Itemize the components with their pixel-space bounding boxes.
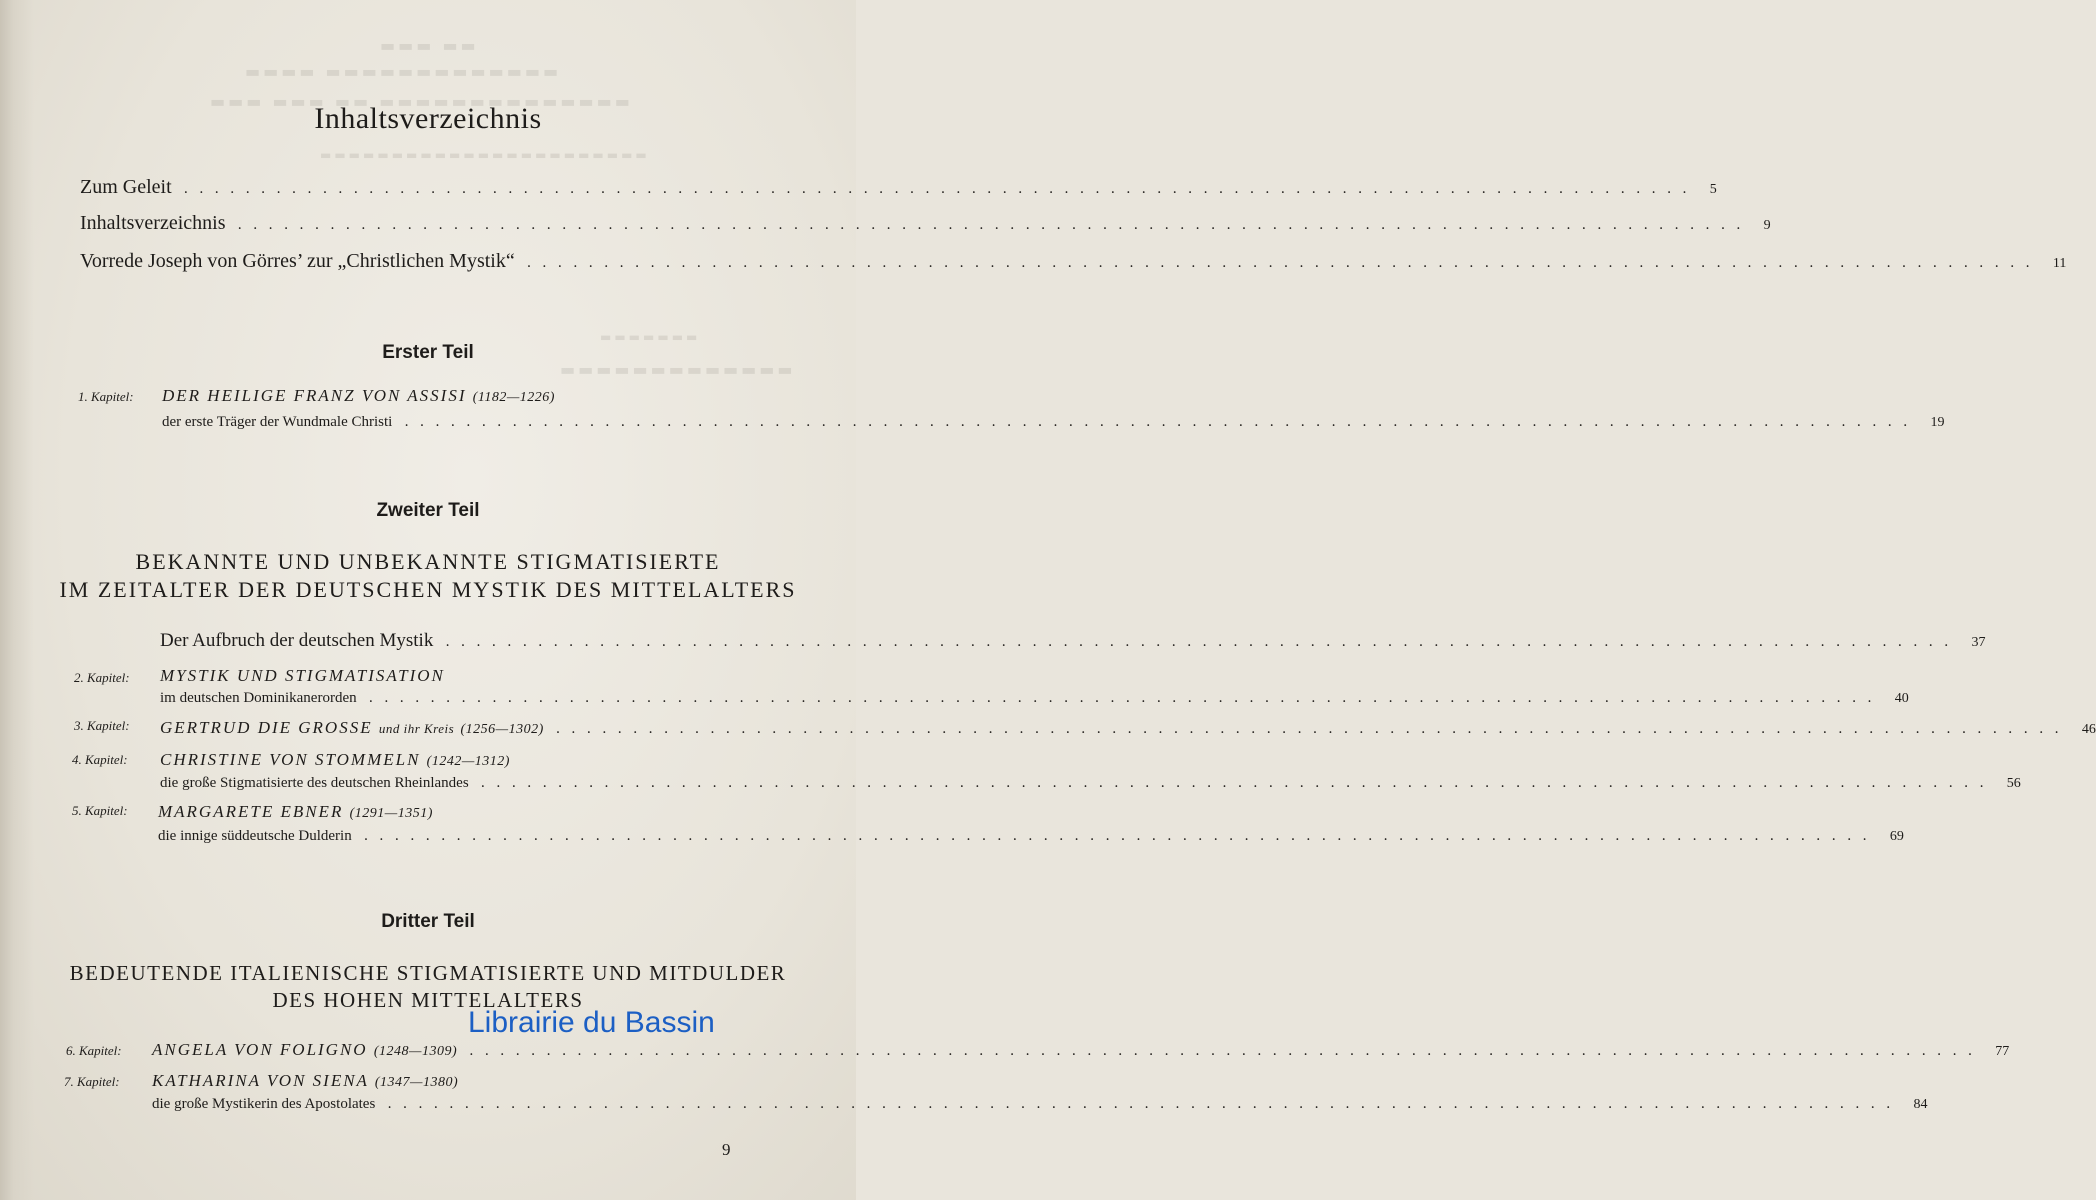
part-subtitle: BEKANNTE UND UNBEKANNTE STIGMATISIERTE xyxy=(135,549,721,574)
toc-entry xyxy=(160,775,2021,792)
chapter-label: 6. Kapitel: xyxy=(66,1043,122,1058)
toc-page-number: 19 xyxy=(1930,415,1945,430)
chapter-title xyxy=(158,802,433,822)
show-through-decoration: ▬▬▬▬ ▬▬▬▬▬▬▬▬▬▬▬▬▬ xyxy=(245,62,562,81)
toc-entry xyxy=(160,630,1986,652)
chapter-label: 3. Kapitel: xyxy=(74,718,130,733)
part-subtitle: DES HOHEN MITTELALTERS xyxy=(272,988,584,1012)
page-number: 9 xyxy=(722,1140,731,1159)
chapter-label: 5. Kapitel: xyxy=(72,803,128,818)
toc-entry-label: Vorrede Joseph von Görres’ zur „Christlichen Mystik“ xyxy=(80,250,515,272)
chapter-title-text: GERTRUD DIE GROSSE xyxy=(160,718,373,737)
leader-dots: .................................................................................................. xyxy=(480,775,1995,791)
toc-entry xyxy=(160,690,1909,707)
chapter-dates: (1242—1312) xyxy=(426,754,510,769)
leader-dots: .................................................................................................. xyxy=(526,255,2041,271)
toc-entry-label: Inhaltsverzeichnis xyxy=(80,212,226,234)
chapter-subtitle: die große Stigmatisierte des deutschen Rheinlandes xyxy=(160,775,469,791)
chapter-title-extra: und ihr Kreis xyxy=(378,721,455,736)
toc-entry xyxy=(152,1096,1928,1113)
chapter-title-text: MARGARETE EBNER xyxy=(158,802,344,821)
leader-dots: .................................................................................................. xyxy=(183,181,1698,197)
toc-page-number: 46 xyxy=(2081,722,2096,737)
show-through-decoration: ▬▬▬▬▬▬▬▬▬▬▬▬▬ xyxy=(560,360,796,379)
chapter-title xyxy=(152,1071,458,1091)
leader-dots: .................................................................................................. xyxy=(469,1043,1984,1059)
show-through-decoration: ▬▬▬ ▬▬ xyxy=(380,36,479,55)
leader-dots: .................................................................................................. xyxy=(368,690,1883,706)
leader-dots: .................................................................................................. xyxy=(237,217,1752,233)
toc-page-number: 11 xyxy=(2052,256,2067,271)
toc-entry-label: Der Aufbruch der deutschen Mystik xyxy=(160,630,434,651)
toc-entry xyxy=(80,250,2067,273)
part-heading: Erster Teil xyxy=(382,342,474,363)
chapter-dates: (1182—1226) xyxy=(472,390,555,405)
leader-dots: .................................................................................................. xyxy=(363,828,1878,844)
chapter-title-text: DER HEILIGE FRANZ VON ASSISI xyxy=(162,386,467,405)
chapter-label: 4. Kapitel: xyxy=(72,752,128,767)
part-heading: Dritter Teil xyxy=(381,911,475,932)
chapter-title-text: ANGELA VON FOLIGNO xyxy=(152,1040,368,1059)
leader-dots: .................................................................................................. xyxy=(445,634,1960,650)
show-through-decoration: ▬▬▬▬▬▬▬ xyxy=(600,330,701,344)
part-subtitle: IM ZEITALTER DER DEUTSCHEN MYSTIK DES MITTELALTERS xyxy=(59,577,797,602)
toc-page-number: 9 xyxy=(1763,218,1771,233)
part-heading: Zweiter Teil xyxy=(376,500,480,521)
watermark-text: Librairie du Bassin xyxy=(468,1006,715,1039)
toc-page-number: 5 xyxy=(1709,182,1717,197)
toc-entry xyxy=(80,176,1717,199)
toc-entry xyxy=(162,414,1945,431)
toc-entry xyxy=(158,828,1904,845)
part-subtitle: BEDEUTENDE ITALIENISCHE STIGMATISIERTE UND MITDULDER xyxy=(69,961,787,985)
chapter-title-text: KATHARINA VON SIENA xyxy=(152,1071,369,1090)
chapter-dates: (1256—1302) xyxy=(460,722,544,737)
show-through-decoration: ▬▬▬ ▬▬▬ ▬▬ ▬▬▬▬▬▬▬▬▬▬▬▬▬▬ xyxy=(210,92,633,111)
chapter-label: 2. Kapitel: xyxy=(74,670,130,685)
toc-page-number: 84 xyxy=(1913,1097,1928,1112)
chapter-title xyxy=(162,386,555,406)
chapter-label: 7. Kapitel: xyxy=(64,1074,120,1089)
leader-dots: .................................................................................................. xyxy=(404,414,1919,430)
show-through-decoration: ▬▬▬▬▬▬▬▬▬▬▬▬▬▬▬▬▬▬▬▬▬▬▬ xyxy=(320,148,650,162)
page-title: Inhaltsverzeichnis xyxy=(314,102,542,136)
leader-dots: .................................................................................................. xyxy=(387,1096,1902,1112)
leader-dots: .................................................................................................. xyxy=(555,721,2070,737)
chapter-title-text: CHRISTINE VON STOMMELN xyxy=(160,750,421,769)
toc-entry xyxy=(160,718,2096,738)
toc-entry-label: Zum Geleit xyxy=(80,176,172,198)
chapter-title xyxy=(160,666,445,686)
toc-page-number: 40 xyxy=(1894,691,1909,706)
chapter-subtitle: die innige süddeutsche Dulderin xyxy=(158,828,352,844)
chapter-label: 1. Kapitel: xyxy=(78,389,134,404)
toc-page-number: 37 xyxy=(1971,635,1986,650)
chapter-subtitle: der erste Träger der Wundmale Christi xyxy=(162,414,393,430)
chapter-dates: (1291—1351) xyxy=(349,806,433,821)
chapter-title xyxy=(160,718,544,738)
toc-page-number: 77 xyxy=(1995,1044,2010,1059)
chapter-dates: (1248—1309) xyxy=(373,1044,458,1059)
toc-entry xyxy=(152,1040,2010,1060)
chapter-title xyxy=(160,750,510,770)
toc-page-number: 56 xyxy=(2006,776,2021,791)
chapter-title xyxy=(152,1040,457,1060)
chapter-subtitle: im deutschen Dominikanerorden xyxy=(160,690,357,706)
chapter-subtitle: die große Mystikerin des Apostolates xyxy=(152,1096,376,1112)
chapter-dates: (1347—1380) xyxy=(374,1075,459,1090)
toc-page-number: 69 xyxy=(1889,829,1904,844)
chapter-title-text: MYSTIK UND STIGMATISATION xyxy=(160,666,445,685)
toc-entry xyxy=(80,212,1771,235)
